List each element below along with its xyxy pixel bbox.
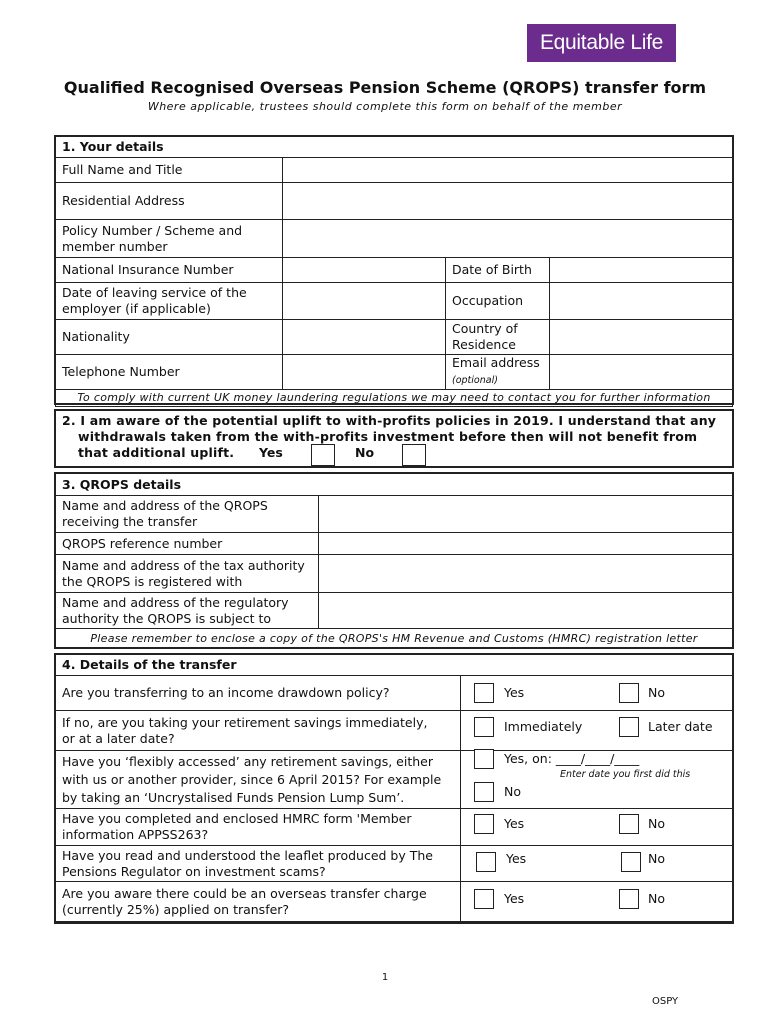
answer-drawdown: [461, 676, 733, 711]
page-number: 1: [381, 972, 389, 983]
immediately-label: Immediately: [504, 719, 583, 734]
drawdown-no-checkbox[interactable]: [619, 683, 639, 703]
question-scams-leaflet: Have you read and understood the leaflet produced by The Pensions Regulator on investment scams?: [56, 846, 461, 882]
email-field[interactable]: [550, 355, 733, 390]
charge-yes-label: Yes: [504, 891, 525, 906]
country-label: Country of Residence: [446, 320, 550, 355]
flexibly-yes-date-field[interactable]: Yes, on: ____/____/____: [504, 751, 640, 766]
dob-field[interactable]: [550, 258, 733, 283]
flexibly-no-label: No: [504, 784, 521, 799]
later-date-label: Later date: [648, 719, 713, 734]
date-hint: Enter date you first did this: [560, 769, 691, 780]
charge-no-label: No: [648, 891, 665, 906]
money-laundering-note: To comply with current UK money laundering regulations we may need to contact you for further information: [56, 390, 733, 407]
uplift-no-label: No: [355, 445, 375, 460]
qrops-name-label: Name and address of the QROPS receiving the transfer: [56, 496, 319, 533]
tax-authority-label: Name and address of the tax authority the QROPS is registered with: [56, 555, 319, 593]
ni-number-label: National Insurance Number: [56, 258, 283, 283]
qrops-name-field[interactable]: [319, 496, 733, 533]
charge-yes-checkbox[interactable]: [474, 889, 494, 909]
tax-authority-field[interactable]: [319, 555, 733, 593]
address-field[interactable]: [283, 183, 733, 220]
drawdown-yes-label: Yes: [504, 685, 525, 700]
leaving-date-field[interactable]: [283, 283, 446, 320]
occupation-field[interactable]: [550, 283, 733, 320]
section-3-table: [55, 473, 733, 649]
question-flexibly-accessed: Have you ‘flexibly accessed’ any retirement savings, either with us or another provider, since 6 April 2015? For example by taking an ‘Uncrystalised Funds Pension Lump Sum’.: [56, 751, 461, 809]
section-1-heading: 1. Your details: [56, 137, 733, 158]
charge-no-checkbox[interactable]: [619, 889, 639, 909]
question-timing: If no, are you taking your retirement savings immediately, or at a later date?: [56, 711, 461, 751]
appss263-no-checkbox[interactable]: [619, 814, 639, 834]
flexibly-yes-checkbox[interactable]: [474, 749, 494, 769]
flexibly-no-checkbox[interactable]: [474, 782, 494, 802]
telephone-label: Telephone Number: [56, 355, 283, 390]
appss263-yes-checkbox[interactable]: [474, 814, 494, 834]
full-name-field[interactable]: [283, 158, 733, 183]
country-field[interactable]: [550, 320, 733, 355]
regulatory-authority-field[interactable]: [319, 593, 733, 629]
nationality-field[interactable]: [283, 320, 446, 355]
telephone-field[interactable]: [283, 355, 446, 390]
policy-number-field[interactable]: [283, 220, 733, 258]
optional-note: (optional): [452, 375, 498, 386]
email-label: Email address (optional): [446, 355, 550, 390]
section-4-heading: 4. Details of the transfer: [56, 655, 733, 676]
qrops-reference-label: QROPS reference number: [56, 533, 319, 555]
immediately-checkbox[interactable]: [474, 717, 494, 737]
nationality-label: Nationality: [56, 320, 283, 355]
question-drawdown: Are you transferring to an income drawdown policy?: [56, 676, 461, 711]
full-name-label: Full Name and Title: [56, 158, 283, 183]
answer-scams-leaflet: [461, 846, 733, 882]
policy-number-label: Policy Number / Scheme and member number: [56, 220, 283, 258]
uplift-no-checkbox[interactable]: [402, 444, 426, 466]
later-date-checkbox[interactable]: [619, 717, 639, 737]
section-3-heading: 3. QROPS details: [56, 474, 733, 496]
uplift-yes-checkbox[interactable]: [311, 444, 335, 466]
scams-no-label: No: [648, 851, 665, 866]
appss263-no-label: No: [648, 816, 665, 831]
drawdown-no-label: No: [648, 685, 665, 700]
answer-appss263: [461, 809, 733, 846]
ni-number-field[interactable]: [283, 258, 446, 283]
appss263-yes-label: Yes: [504, 816, 525, 831]
equitable-life-logo: Equitable Life: [527, 24, 676, 62]
hmrc-letter-note: Please remember to enclose a copy of the QROPS's HM Revenue and Customs (HMRC) registration letter: [56, 629, 733, 649]
qrops-reference-field[interactable]: [319, 533, 733, 555]
leaving-date-label: Date of leaving service of the employer (if applicable): [56, 283, 283, 320]
answer-transfer-charge: [461, 882, 733, 922]
scams-yes-checkbox[interactable]: [476, 852, 496, 872]
address-label: Residential Address: [56, 183, 283, 220]
question-transfer-charge: Are you aware there could be an overseas transfer charge (currently 25%) applied on transfer?: [56, 882, 461, 922]
drawdown-yes-checkbox[interactable]: [474, 683, 494, 703]
regulatory-authority-label: Name and address of the regulatory authority the QROPS is subject to: [56, 593, 319, 629]
occupation-label: Occupation: [446, 283, 550, 320]
form-title: Qualified Recognised Overseas Pension Scheme (QROPS) transfer form: [63, 78, 707, 97]
uplift-yes-label: Yes: [259, 445, 283, 460]
dob-label: Date of Birth: [446, 258, 550, 283]
section-1-table: [55, 136, 733, 407]
document-code: OSPY: [652, 996, 679, 1007]
scams-no-checkbox[interactable]: [621, 852, 641, 872]
question-appss263: Have you completed and enclosed HMRC form 'Member information APPSS263?: [56, 809, 461, 846]
form-subtitle: Where applicable, trustees should complete this form on behalf of the member: [147, 100, 623, 113]
scams-yes-label: Yes: [506, 851, 527, 866]
uplift-statement: 2. I am aware of the potential uplift to with-profits policies in 2019. I understand that any withdrawals taken from the with-profits investment before then will not benefit from that additional uplift.: [62, 413, 717, 460]
